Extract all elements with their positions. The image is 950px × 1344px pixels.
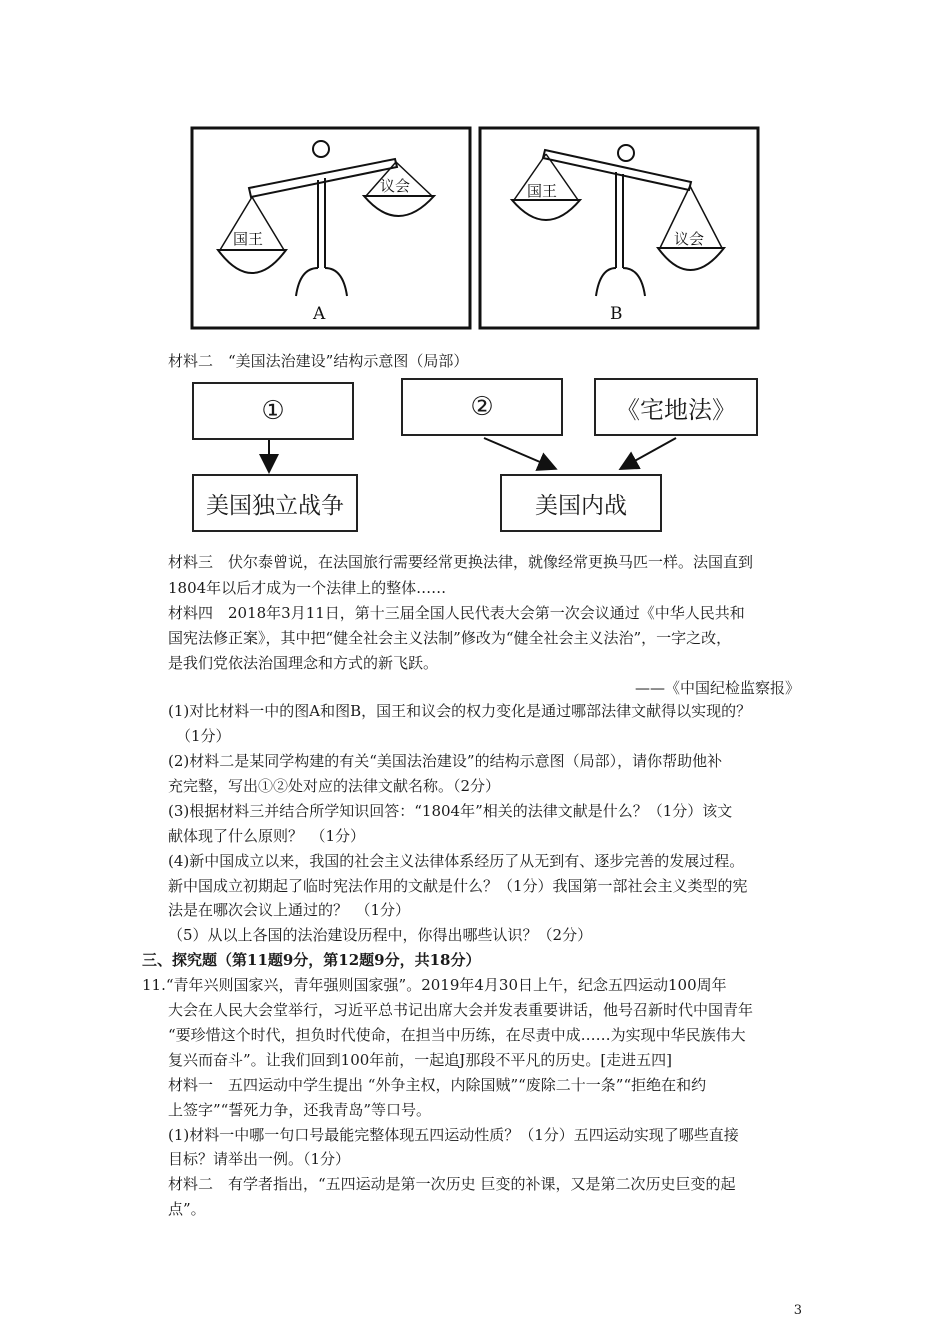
question-11-line-2: 大会在人民大会堂举行，习近平总书记出席大会并发表重要讲话，他号召新时代中国青年	[168, 1001, 754, 1019]
page-number: 3	[793, 1303, 802, 1318]
material2-caption: 材料二 “美国法治建设”结构示意图（局部）	[168, 352, 469, 370]
panel-b-left-pan-label: 国王	[527, 182, 558, 200]
flow-box-civil-war: 美国内战	[500, 474, 662, 532]
question-11-line-1: 11.“青年兴则国家兴，青年强则国家强”。2019年4月30日上午，纪念五四运动100周年	[142, 976, 727, 994]
flow-box-homestead-act: 《宅地法》	[594, 378, 758, 436]
question-11-material1-line-1: 材料一 五四运动中学生提出 “外争主权，内除国贼”“废除二十一条”“拒绝在和约	[168, 1076, 707, 1094]
panel-a-left-pan-label: 国王	[233, 230, 264, 248]
question-11-material2-line-2: 点”。	[168, 1200, 206, 1218]
flow-box-blank-1: ①	[192, 382, 354, 440]
section-3-heading: 三、探究题（第11题9分，第12题9分，共18分）	[142, 951, 481, 969]
material3-line-2: 1804年以后才成为一个法律上的整体……	[168, 579, 447, 597]
material4-line-1: 材料四 2018年3月11日，第十三届全国人民代表大会第一次会议通过《中华人民共和	[168, 604, 745, 622]
question-11-sub1-line-2: 目标？请举出一例。（1分）	[168, 1150, 351, 1168]
question-3-line-1: (3)根据材料三并结合所学知识回答：“1804年”相关的法律文献是什么？（1分）该文	[168, 802, 733, 820]
question-4-line-3: 法是在哪次会议上通过的？ （1分）	[168, 901, 411, 919]
question-11-material2-line-1: 材料二 有学者指出，“五四运动是第一次历史 巨变的补课，又是第二次历史巨变的起	[168, 1175, 736, 1193]
question-4-line-1: (4)新中国成立以来，我国的社会主义法律体系经历了从无到有、逐步完善的发展过程。	[168, 852, 745, 870]
question-1-line-1: (1)对比材料一中的图A和图B，国王和议会的权力变化是通过哪部法律文献得以实现的？	[168, 702, 752, 720]
question-2-line-2: 充完整，写出①②处对应的法律文献名称。（2分）	[168, 777, 501, 795]
question-11-line-3: “要珍惜这个时代，担负时代使命，在担当中历练，在尽责中成……为实现中华民族伟大	[168, 1026, 746, 1044]
material4-line-3: 是我们党依法治国理念和方式的新飞跃。	[168, 654, 439, 672]
panel-b-label: B	[610, 304, 623, 324]
question-11-material1-line-2: 上签字”“誓死力争，还我青岛”等口号。	[168, 1101, 432, 1119]
material4-source: ——《中国纪检监察报》	[634, 679, 800, 697]
question-1-line-2: （1分）	[176, 727, 231, 745]
flow-box-blank-2: ②	[401, 378, 563, 436]
panel-a-label: A	[313, 304, 326, 324]
arrow-box2-to-box5	[484, 438, 554, 468]
flow-box-american-revolution: 美国独立战争	[192, 474, 358, 532]
material4-line-2: 国宪法修正案》，其中把“健全社会主义法制”修改为“健全社会主义法治”，一字之改，	[168, 629, 732, 647]
panel-b-right-pan-label: 议会	[674, 230, 705, 248]
question-5-line-1: （5）从以上各国的法治建设历程中，你得出哪些认识？（2分）	[168, 926, 593, 944]
question-11-line-4: 复兴而奋斗”。让我们回到100年前，一起追J那段不平凡的历史。[走进五四]	[168, 1051, 673, 1069]
question-4-line-2: 新中国成立初期起了临时宪法作用的文献是什么？（1分）我国第一部社会主义类型的宪	[168, 877, 748, 895]
flow-arrows	[0, 0, 950, 540]
question-3-line-2: 献体现了什么原则？ （1分）	[168, 827, 366, 845]
question-2-line-1: (2)材料二是某同学构建的有关“美国法治建设”的结构示意图（局部），请你帮助他补	[168, 752, 723, 770]
material3-line-1: 材料三 伏尔泰曾说，在法国旅行需要经常更换法律，就像经常更换马匹一样。法国直到	[168, 553, 754, 571]
arrow-box3-to-box5	[622, 438, 676, 468]
question-11-sub1-line-1: (1)材料一中哪一句口号最能完整体现五四运动性质？（1分）五四运动实现了哪些直接	[168, 1126, 739, 1144]
panel-a-right-pan-label: 议会	[380, 177, 411, 195]
